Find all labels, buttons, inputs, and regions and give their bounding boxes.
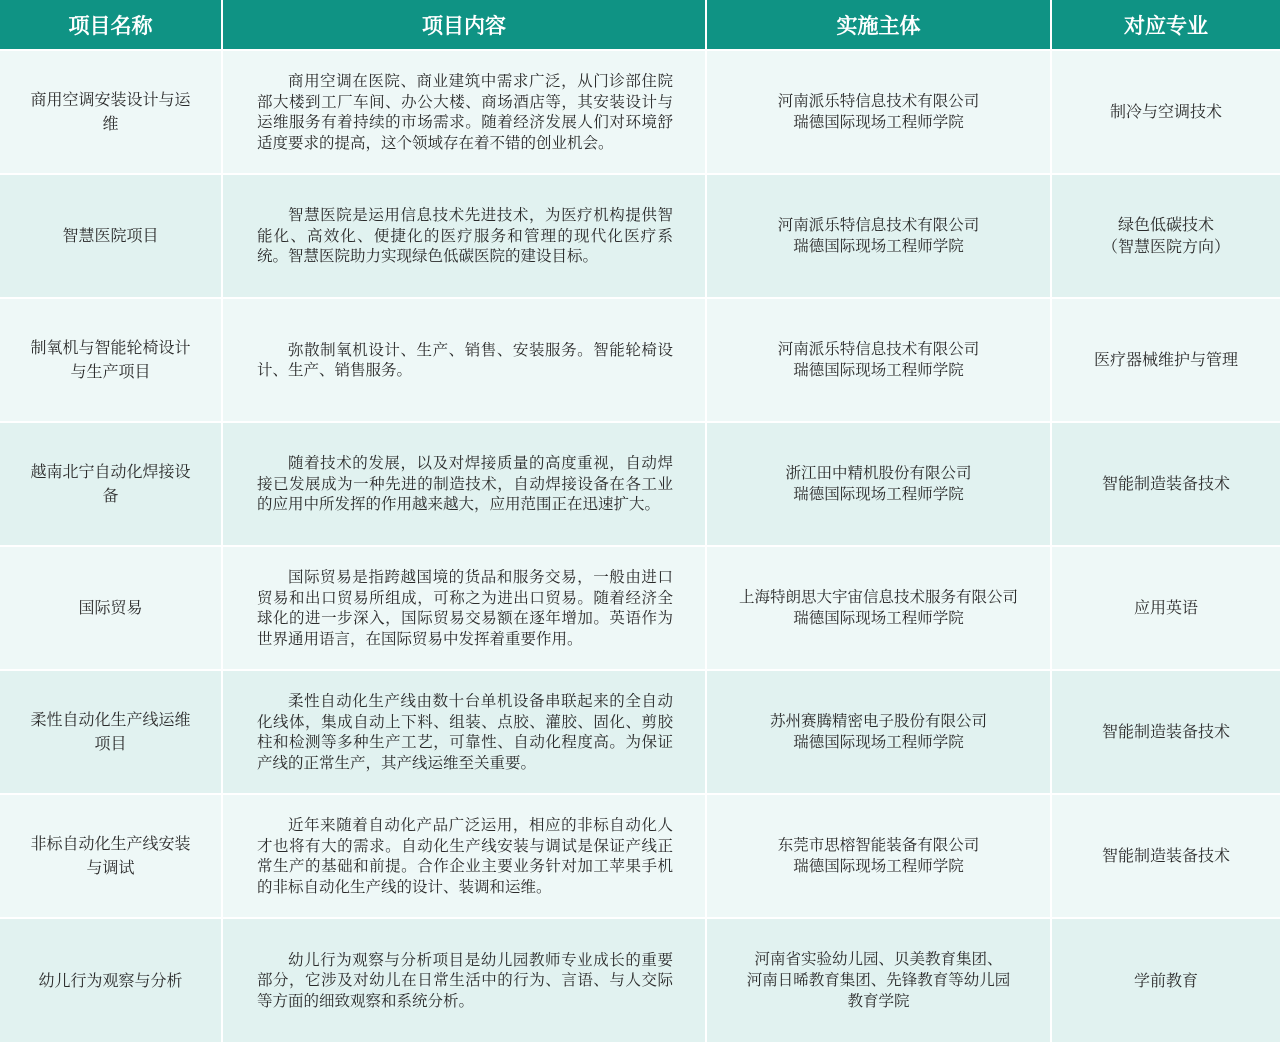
major bbox=[1051, 422, 1280, 546]
implementer-line: 河南日晞教育集团、先锋教育等幼儿园 bbox=[746, 971, 1011, 989]
major bbox=[1051, 918, 1280, 1043]
project-content-text: 幼儿行为观察与分析项目是幼儿园教师专业成长的重要部分，它涉及对幼儿在日常生活中的行为、言语、与人交际等方面的细致观察和系统分析。 bbox=[257, 950, 673, 1010]
project-content bbox=[222, 794, 706, 918]
project-name: 越南北宁自动化焊接设备 bbox=[0, 422, 222, 546]
table-row bbox=[0, 174, 1280, 298]
implementer-line: 河南省实验幼儿园、贝美教育集团、 bbox=[754, 950, 1003, 968]
implementer-line: 河南派乐特信息技术有限公司 bbox=[777, 216, 980, 234]
table-header-row bbox=[0, 0, 1280, 50]
implementer bbox=[706, 422, 1051, 546]
major-line: （智慧医院方向） bbox=[1101, 237, 1230, 256]
implementer-line: 河南派乐特信息技术有限公司 bbox=[777, 92, 980, 110]
implementer-line: 教育学院 bbox=[847, 992, 910, 1010]
project-content bbox=[222, 50, 706, 174]
major bbox=[1051, 298, 1280, 422]
implementer bbox=[706, 50, 1051, 174]
project-content bbox=[222, 174, 706, 298]
major bbox=[1051, 794, 1280, 918]
implementer bbox=[706, 546, 1051, 670]
implementer-line: 东莞市思榕智能装备有限公司 bbox=[777, 836, 980, 854]
project-content bbox=[222, 546, 706, 670]
project-content bbox=[222, 298, 706, 422]
header-project-name: 项目名称 bbox=[0, 0, 222, 50]
project-content-text: 商用空调在医院、商业建筑中需求广泛，从门诊部住院部大楼到工厂车间、办公大楼、商场酒店等，其安装设计与运维服务有着持续的市场需求。随着经济发展人们对环境舒适度要求的提高，这个领域存在着不错的创业机会。 bbox=[257, 72, 673, 152]
implementer bbox=[706, 794, 1051, 918]
implementer-line: 瑞德国际现场工程师学院 bbox=[793, 237, 964, 255]
major-line: 应用英语 bbox=[1133, 598, 1198, 617]
implementer bbox=[706, 298, 1051, 422]
project-name: 商用空调安装设计与运维 bbox=[0, 50, 222, 174]
project-name: 智慧医院项目 bbox=[0, 174, 222, 298]
major bbox=[1051, 174, 1280, 298]
major-line: 智能制造装备技术 bbox=[1101, 474, 1230, 493]
implementer-line: 瑞德国际现场工程师学院 bbox=[793, 609, 964, 627]
table-row bbox=[0, 298, 1280, 422]
header-implementer: 实施主体 bbox=[706, 0, 1051, 50]
project-name: 非标自动化生产线安装与调试 bbox=[0, 794, 222, 918]
major-line: 医疗器械维护与管理 bbox=[1093, 350, 1238, 369]
project-name: 国际贸易 bbox=[0, 546, 222, 670]
table-row bbox=[0, 918, 1280, 1043]
project-content bbox=[222, 918, 706, 1043]
implementer-line: 瑞德国际现场工程师学院 bbox=[793, 733, 964, 751]
major-line: 智能制造装备技术 bbox=[1101, 846, 1230, 865]
major-line: 绿色低碳技术 bbox=[1117, 215, 1214, 234]
major-line: 学前教育 bbox=[1133, 970, 1198, 990]
major bbox=[1051, 670, 1280, 794]
project-content bbox=[222, 422, 706, 546]
project-content-text: 智慧医院是运用信息技术先进技术，为医疗机构提供智能化、高效化、便捷化的医疗服务和管理的现代化医疗系统。智慧医院助力实现绿色低碳医院的建设目标。 bbox=[257, 206, 673, 266]
implementer bbox=[706, 918, 1051, 1043]
implementer-line: 上海特朗思大宇宙信息技术服务有限公司 bbox=[738, 588, 1018, 606]
project-name: 幼儿行为观察与分析 bbox=[0, 918, 222, 1043]
project-name: 柔性自动化生产线运维项目 bbox=[0, 670, 222, 794]
project-content-text: 柔性自动化生产线由数十台单机设备串联起来的全自动化线体，集成自动上下料、组装、点胶、灌胶、固化、剪胶柱和检测等多种生产工艺，可靠性、自动化程度高。为保证产线的正常生产，其产线运维至关重要。 bbox=[257, 692, 673, 772]
implementer-line: 瑞德国际现场工程师学院 bbox=[793, 361, 964, 379]
project-content-text: 近年来随着自动化产品广泛运用，相应的非标自动化人才也将有大的需求。自动化生产线安装与调试是保证产线正常生产的基础和前提。合作企业主要业务针对加工苹果手机的非标自动化生产线的设计、装调和运维。 bbox=[257, 816, 673, 896]
project-content-text: 国际贸易是指跨越国境的货品和服务交易，一般由进口贸易和出口贸易所组成，可称之为进出口贸易。随着经济全球化的进一步深入，国际贸易交易额在逐年增加。英语作为世界通用语言，在国际贸易中发挥着重要作用。 bbox=[257, 568, 673, 648]
implementer-line: 瑞德国际现场工程师学院 bbox=[793, 485, 964, 503]
implementer bbox=[706, 670, 1051, 794]
project-content-text: 随着技术的发展，以及对焊接质量的高度重视，自动焊接已发展成为一种先进的制造技术，自动焊接设备在各工业的应用中所发挥的作用越来越大，应用范围正在迅速扩大。 bbox=[257, 454, 673, 514]
implementer-line: 浙江田中精机股份有限公司 bbox=[785, 464, 972, 482]
header-major: 对应专业 bbox=[1051, 0, 1280, 50]
table-row bbox=[0, 794, 1280, 918]
project-content-text: 弥散制氧机设计、生产、销售、安装服务。智能轮椅设计、生产、销售服务。 bbox=[257, 340, 673, 379]
implementer-line: 瑞德国际现场工程师学院 bbox=[793, 113, 964, 131]
major bbox=[1051, 50, 1280, 174]
table-row bbox=[0, 422, 1280, 546]
table-row bbox=[0, 50, 1280, 174]
implementer-line: 瑞德国际现场工程师学院 bbox=[793, 857, 964, 875]
implementer-line: 河南派乐特信息技术有限公司 bbox=[777, 340, 980, 358]
header-project-content: 项目内容 bbox=[222, 0, 706, 50]
table-row bbox=[0, 546, 1280, 670]
project-content bbox=[222, 670, 706, 794]
table-row bbox=[0, 670, 1280, 794]
implementer-line: 苏州赛腾精密电子股份有限公司 bbox=[769, 712, 987, 730]
major-line: 制冷与空调技术 bbox=[1109, 102, 1222, 121]
project-name: 制氧机与智能轮椅设计与生产项目 bbox=[0, 298, 222, 422]
major bbox=[1051, 546, 1280, 670]
implementer bbox=[706, 174, 1051, 298]
major-line: 智能制造装备技术 bbox=[1101, 722, 1230, 741]
